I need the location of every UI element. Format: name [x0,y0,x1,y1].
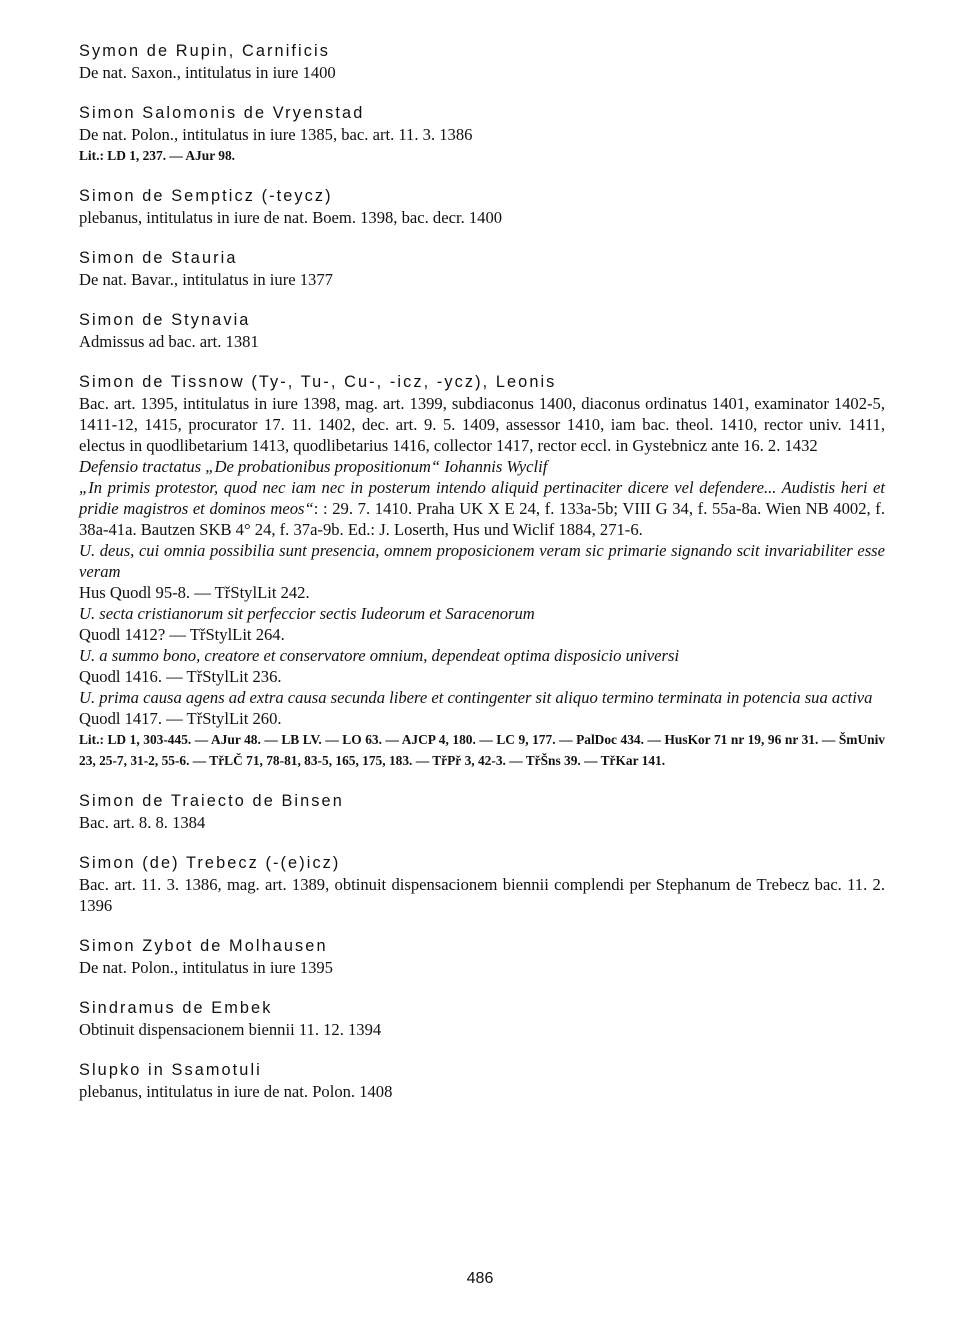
work-title: U. secta cristianorum sit perfeccior sectis Iudeorum et Saracenorum [79,604,535,623]
work-title: U. a summo bono, creatore et conservatore omnium, dependeat optima disposicio universi [79,646,680,665]
entry-simon-salomonis [79,102,885,166]
entry-name: Slupko in Ssamotuli [79,1061,262,1079]
entry-text: Admissus ad bac. art. 1381 [79,332,259,351]
entry-name: Simon de Stynavia [79,311,251,329]
entry-text: Bac. art. 8. 8. 1384 [79,813,206,832]
entry-name: Simon Salomonis de Vryenstad [79,104,365,122]
work-item [79,687,885,729]
entry-simon-de-stauria [79,247,885,290]
work-item [79,645,885,687]
entry-text: Bac. art. 11. 3. 1386, mag. art. 1389, obtinuit dispensacionem biennii complendi per Stephanum de Trebecz bac. 11. 2. 1396 [79,875,885,915]
entry-name: Simon de Tissnow (Ty-, Tu-, Cu-, -icz, -ycz), Leonis [79,373,557,391]
work-item [79,540,885,603]
work-sources: Quodl 1412? — TřStylLit 264. [79,625,285,644]
literature-note: Lit.: LD 1, 237. — AJur 98. [79,148,235,163]
work-title: U. deus, cui omnia possibilia sunt presencia, omnem proposicionem veram sic primarie signando scit invariabiliter esse veram [79,541,885,581]
entry-text: De nat. Bavar., intitulatus in iure 1377 [79,270,333,289]
work-sources: Quodl 1416. — TřStylLit 236. [79,667,282,686]
entry-text: plebanus, intitulatus in iure de nat. Boem. 1398, bac. decr. 1400 [79,208,503,227]
entry-name: Symon de Rupin, Carnificis [79,42,330,60]
entry-text: Obtinuit dispensacionem biennii 11. 12. 1394 [79,1020,382,1039]
work-title: U. prima causa agens ad extra causa secunda libere et contingenter sit aliquo termino terminata in potencia sua activa [79,688,873,707]
entry-name: Sindramus de Embek [79,999,273,1017]
entry-simon-de-stynavia [79,309,885,352]
work-title: Defensio tractatus „De probationibus propositionum“ Iohannis Wyclif [79,457,548,476]
entry-biography: Bac. art. 1395, intitulatus in iure 1398, mag. art. 1399, subdiaconus 1400, diaconus ordinatus 1401, examinator 1402-5, 1411-12, 1415, procurator 17. 11. 1402, dec. art. 9. 5. 1409, assessor 1410, iam bac. theol. 1410, rector univ. 1411, electus in quodlibetarium 1413, quodlibetarius 1416, collector 1417, rector eccl. in Gystebnicz ante 16. 2. 1432 [79,394,885,455]
work-incipit: „In primis protestor, quod nec iam nec in posterum intendo aliquid pertinaciter dicere vel defendere... Audistis heri et pridie magistros et dominos meos“ [79,478,885,518]
work-sources: Quodl 1417. — TřStylLit 260. [79,709,282,728]
work-sources: Hus Quodl 95-8. — TřStylLit 242. [79,583,310,602]
work-incipit-and-sources [79,477,885,540]
entry-simon-de-trebecz [79,852,885,916]
entry-slupko-in-ssamotuli [79,1059,885,1102]
entry-text: De nat. Polon., intitulatus in iure 1395 [79,958,333,977]
literature-note: Lit.: LD 1, 303-445. — AJur 48. — LB LV. — LO 63. — AJCP 4, 180. — LC 9, 177. — PalDoc 434. — HusKor 71 nr 19, 96 nr 31. — ŠmUniv 23, 25-7, 31-2, 55-6. — TřLČ 71, 78-81, 83-5, 165, 175, 183. — TřPř 3, 42-3. — TřŠns 39. — TřKar 141. [79,732,885,768]
entry-text: De nat. Polon., intitulatus in iure 1385, bac. art. 11. 3. 1386 [79,125,473,144]
entry-name: Simon de Sempticz (-teycz) [79,187,333,205]
entry-simon-zybot [79,935,885,978]
entry-sindramus-de-embek [79,997,885,1040]
entry-name: Simon de Traiecto de Binsen [79,792,344,810]
entry-simon-de-tissnow [79,371,885,771]
work-item [79,603,885,645]
entry-text: De nat. Saxon., intitulatus in iure 1400 [79,63,336,82]
entry-name: Simon de Stauria [79,249,238,267]
page-number: 486 [466,1270,494,1287]
entry-text: plebanus, intitulatus in iure de nat. Polon. 1408 [79,1082,393,1101]
work-item [79,456,885,540]
entry-name: Simon (de) Trebecz (-(e)icz) [79,854,341,872]
entry-simon-de-sempticz [79,185,885,228]
work-sources: : : 29. 7. 1410. Praha UK X E 24, f. 133a-5b; VIII G 34, f. 55a-8a. Wien NB 4002, f. 38a-41a. Bautzen SKB 4° 24, f. 37a-9b. Ed.: J. Loserth, Hus und Wiclif 1884, 271-6. [79,499,885,539]
entry-simon-de-traiecto [79,790,885,833]
entry-name: Simon Zybot de Molhausen [79,937,328,955]
entries-list [79,40,885,1121]
entry-symon-de-rupin [79,40,885,83]
